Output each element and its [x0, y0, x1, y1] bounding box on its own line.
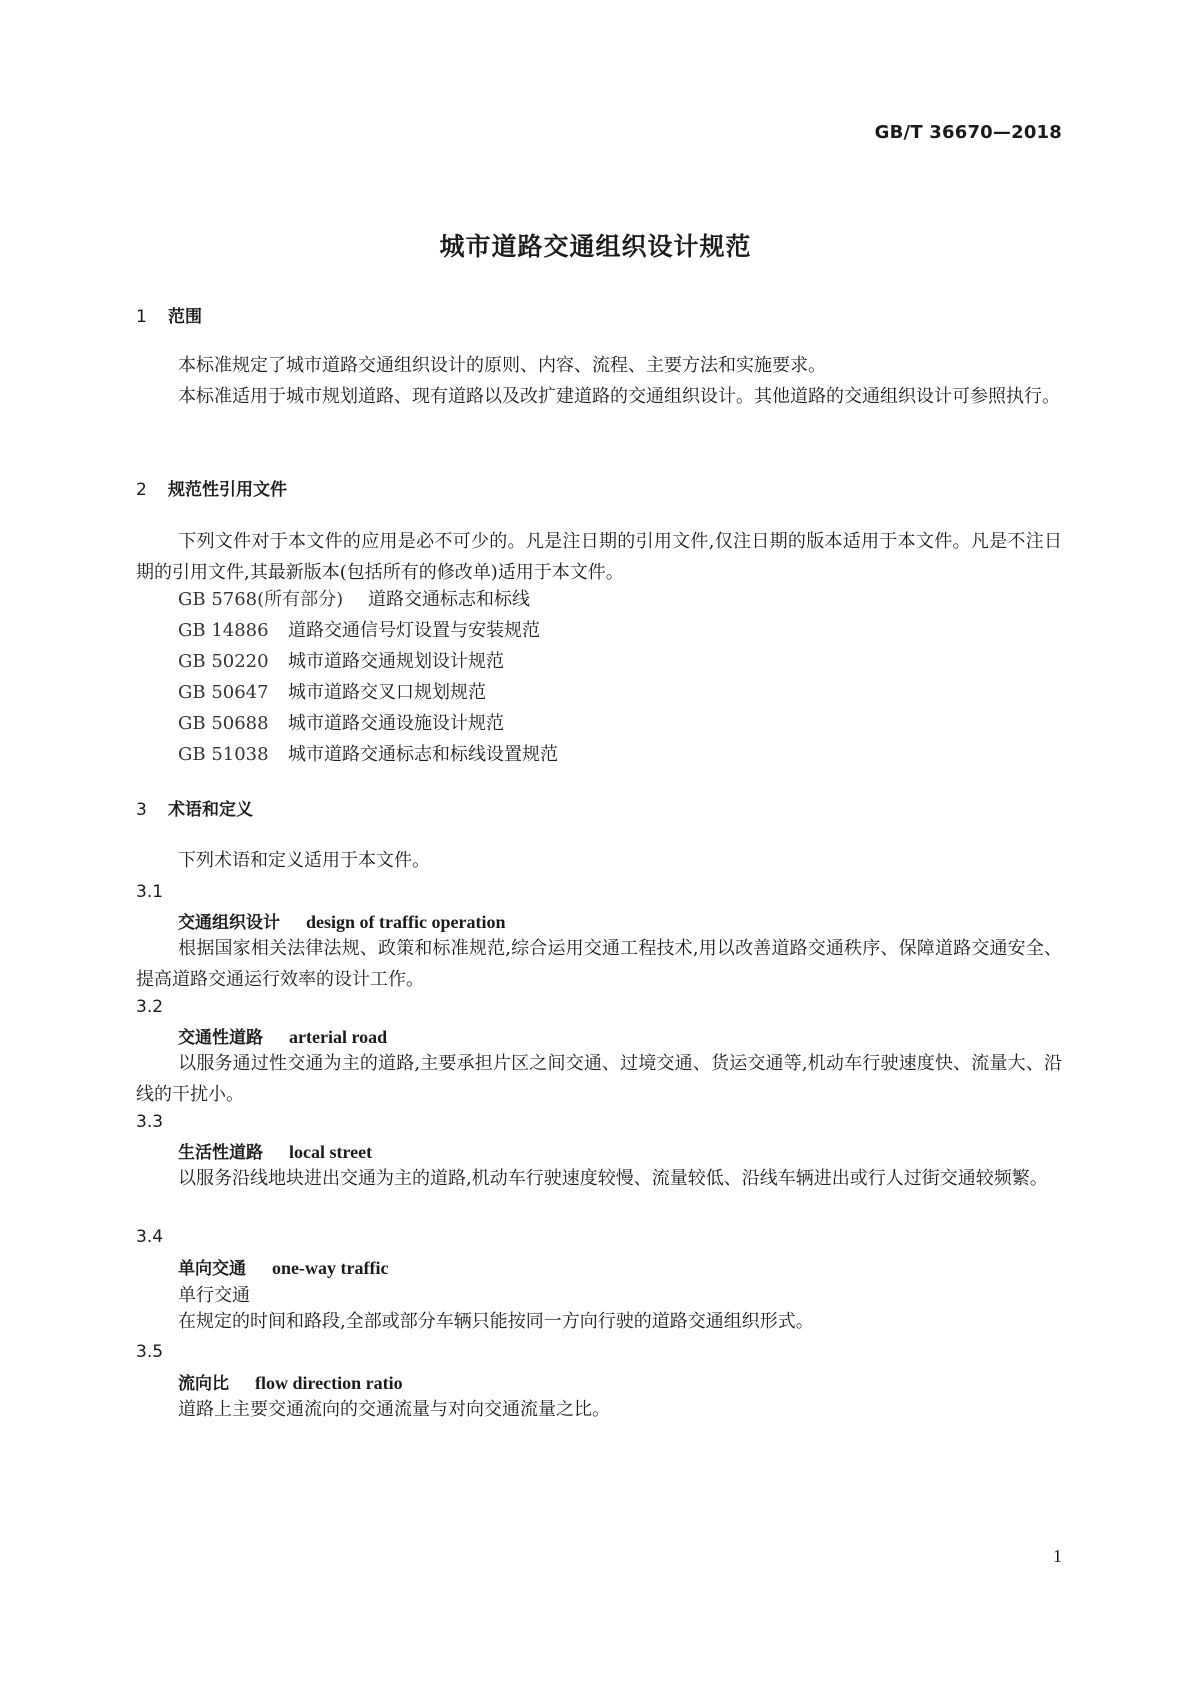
- term-definition: 以服务沿线地块进出交通为主的道路,机动车行驶速度较慢、流量较低、沿线车辆进出或行人过街交通较频繁。: [178, 1168, 1048, 1189]
- section-3-number: 3: [136, 800, 147, 820]
- term-number: 3.3: [136, 1112, 164, 1132]
- normative-references-list: [178, 584, 558, 770]
- term-en: local street: [289, 1142, 373, 1162]
- term-zh: 交通性道路: [178, 1028, 263, 1048]
- page-number: 1: [1053, 1546, 1062, 1566]
- term-definition: 以服务通过性交通为主的道路,主要承担片区之间交通、过境交通、货运交通等,机动车行驶速度快、流量大、沿线的干扰小。: [136, 1053, 1062, 1105]
- reference-item: GB 50647 城市道路交叉口规划规范: [178, 682, 486, 703]
- section-3-title: 术语和定义: [168, 800, 253, 820]
- term-en: arterial road: [289, 1027, 388, 1047]
- term-definition: 根据国家相关法律法规、政策和标准规范,综合运用交通工程技术,用以改善道路交通秩序、保障道路交通安全、提高道路交通运行效率的设计工作。: [136, 938, 1062, 990]
- section-3-heading: [136, 795, 253, 820]
- term-en: design of traffic operation: [306, 912, 506, 932]
- section-1-number: 1: [136, 307, 147, 327]
- section-3-intro: 下列术语和定义适用于本文件。: [178, 850, 430, 871]
- term-heading: [178, 1369, 403, 1394]
- standard-code: GB/T 36670—2018: [874, 122, 1062, 143]
- term-synonym: 单行交通: [178, 1285, 250, 1306]
- section-1-paragraph-2: 本标准适用于城市规划道路、现有道路以及改扩建道路的交通组织设计。其他道路的交通组织设计可参照执行。: [178, 386, 1060, 407]
- term-definition: 道路上主要交通流向的交通流量与对向交通流量之比。: [178, 1399, 610, 1420]
- section-2-number: 2: [136, 480, 147, 500]
- term-number: 3.4: [136, 1227, 164, 1247]
- term-number: 3.5: [136, 1342, 164, 1362]
- section-1-paragraph-1: 本标准规定了城市道路交通组织设计的原则、内容、流程、主要方法和实施要求。: [178, 355, 826, 376]
- reference-item: GB 14886 道路交通信号灯设置与安装规范: [178, 620, 540, 641]
- term-definition: 在规定的时间和路段,全部或部分车辆只能按同一方向行驶的道路交通组织形式。: [178, 1311, 814, 1332]
- term-zh: 交通组织设计: [178, 913, 280, 933]
- term-number: 3.1: [136, 882, 164, 902]
- section-2-intro: 下列文件对于本文件的应用是必不可少的。凡是注日期的引用文件,仅注日期的版本适用于本文件。凡是不注日期的引用文件,其最新版本(包括所有的修改单)适用于本文件。: [136, 531, 1062, 583]
- term-en: one-way traffic: [272, 1258, 389, 1278]
- term-number: 3.2: [136, 997, 164, 1017]
- term-heading: [178, 1138, 372, 1163]
- term-en: flow direction ratio: [255, 1373, 403, 1393]
- reference-item: GB 50688 城市道路交通设施设计规范: [178, 713, 504, 734]
- section-1-title: 范围: [168, 307, 202, 327]
- section-2-title: 规范性引用文件: [168, 480, 287, 500]
- reference-item: GB 51038 城市道路交通标志和标线设置规范: [178, 744, 558, 765]
- reference-item: GB 5768(所有部分) 道路交通标志和标线: [178, 589, 530, 610]
- section-1-heading: [136, 302, 202, 327]
- term-zh: 流向比: [178, 1374, 229, 1394]
- document-title: 城市道路交通组织设计规范: [439, 232, 752, 261]
- term-heading: [178, 1023, 387, 1048]
- section-2-heading: [136, 475, 287, 500]
- term-heading: [178, 1254, 388, 1279]
- reference-item: GB 50220 城市道路交通规划设计规范: [178, 651, 504, 672]
- term-zh: 单向交通: [178, 1259, 246, 1279]
- term-heading: [178, 908, 505, 933]
- term-zh: 生活性道路: [178, 1143, 263, 1163]
